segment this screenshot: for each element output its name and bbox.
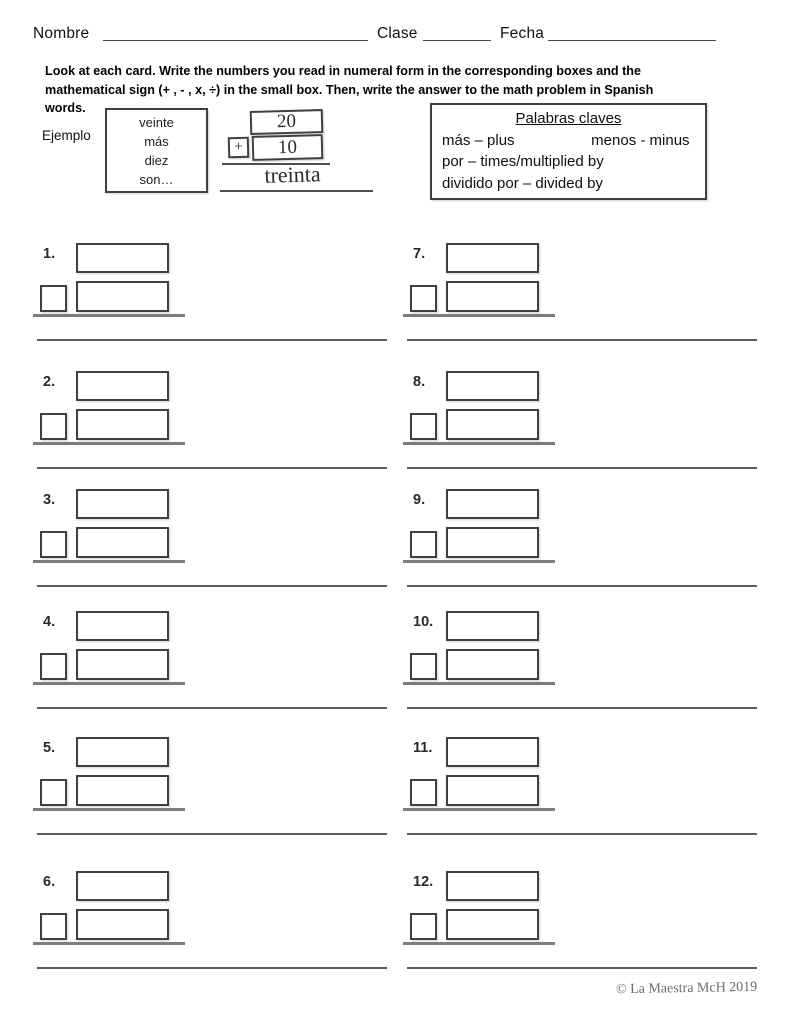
second-number-box[interactable] [76, 409, 169, 440]
answer-line[interactable] [407, 967, 757, 969]
problem-block [403, 489, 773, 589]
first-number-box[interactable] [446, 611, 539, 641]
boxes-underline [33, 560, 185, 563]
card-word-4: son… [139, 171, 174, 187]
problem-number: 1. [43, 246, 56, 262]
example-answer-word: treinta [264, 161, 321, 188]
first-number-box[interactable] [76, 871, 169, 901]
card-word-2: más [144, 133, 169, 149]
answer-line[interactable] [37, 707, 387, 709]
problem-number: 9. [413, 492, 426, 508]
sign-box[interactable] [40, 779, 67, 806]
problem-number: 10. [413, 614, 434, 630]
problem-block [403, 611, 773, 711]
problem-block [403, 871, 773, 971]
sign-box[interactable] [410, 779, 437, 806]
fecha-blank-line[interactable] [548, 24, 716, 41]
boxes-underline [33, 314, 185, 317]
first-number-box[interactable] [76, 371, 169, 401]
key-words-box [430, 103, 707, 200]
first-number-box[interactable] [76, 489, 169, 519]
clase-label: Clase [377, 25, 418, 42]
example-answer-line [220, 190, 373, 192]
answer-line[interactable] [407, 707, 757, 709]
sign-box[interactable] [410, 913, 437, 940]
sign-box[interactable] [410, 531, 437, 558]
problem-number: 5. [43, 740, 56, 756]
boxes-underline [403, 314, 555, 317]
answer-line[interactable] [37, 833, 387, 835]
problem-block [403, 737, 773, 837]
key-box-row-1 [442, 130, 695, 152]
card-word-3: diez [144, 152, 169, 168]
example-sign-box: + [228, 137, 250, 159]
first-number-box[interactable] [446, 737, 539, 767]
second-number-box[interactable] [76, 775, 169, 806]
second-number-box[interactable] [76, 281, 169, 312]
second-number-box[interactable] [446, 649, 539, 680]
sign-box[interactable] [410, 285, 437, 312]
second-number-box[interactable] [76, 527, 169, 558]
example-word-card [105, 108, 208, 193]
problem-number: 8. [413, 374, 426, 390]
problem-block [33, 371, 403, 471]
sign-box[interactable] [40, 531, 67, 558]
key-mas-plus: más – plus [442, 131, 515, 149]
sign-box[interactable] [40, 285, 67, 312]
first-number-box[interactable] [446, 371, 539, 401]
problem-block [33, 489, 403, 589]
problem-number: 2. [43, 374, 56, 390]
instructions-line-3: words. [45, 101, 86, 115]
problem-block [33, 871, 403, 971]
answer-line[interactable] [407, 585, 757, 587]
problem-block [33, 243, 403, 343]
second-number-box[interactable] [446, 775, 539, 806]
second-number-box[interactable] [446, 409, 539, 440]
key-dividido-por: dividido por – divided by [442, 174, 603, 192]
boxes-underline [403, 682, 555, 685]
boxes-underline [33, 808, 185, 811]
example-first-number-box: 20 [250, 109, 324, 135]
boxes-underline [403, 808, 555, 811]
boxes-underline [33, 682, 185, 685]
clase-blank-line[interactable] [423, 24, 491, 41]
problem-block [403, 371, 773, 471]
sign-box[interactable] [410, 413, 437, 440]
nombre-label: Nombre [33, 25, 90, 42]
key-menos-minus: menos - minus [591, 131, 690, 149]
instructions-line-2: mathematical sign (+ , - , x, ÷) in the small box. Then, write the answer to the math problem in Spanish [45, 82, 654, 97]
boxes-underline [33, 942, 185, 945]
key-por-times: por – times/multiplied by [442, 153, 604, 170]
sign-box[interactable] [410, 653, 437, 680]
problem-number: 12. [413, 874, 434, 890]
answer-line[interactable] [37, 467, 387, 469]
problem-number: 6. [43, 874, 56, 890]
first-number-box[interactable] [446, 871, 539, 901]
instructions-line-1: Look at each card. Write the numbers you read in numeral form in the corresponding boxes and the [45, 64, 641, 78]
answer-line[interactable] [37, 339, 387, 341]
answer-line[interactable] [37, 585, 387, 587]
second-number-box[interactable] [76, 909, 169, 940]
boxes-underline [33, 442, 185, 445]
problem-number: 7. [413, 246, 426, 262]
answer-line[interactable] [407, 467, 757, 469]
second-number-box[interactable] [446, 909, 539, 940]
first-number-box[interactable] [76, 243, 169, 273]
example-second-number-box: 10 [252, 134, 324, 161]
problem-block [33, 737, 403, 837]
key-box-title: Palabras claves [515, 110, 622, 127]
answer-line[interactable] [407, 339, 757, 341]
fecha-label: Fecha [500, 25, 545, 42]
second-number-box[interactable] [446, 527, 539, 558]
boxes-underline [403, 442, 555, 445]
first-number-box[interactable] [76, 611, 169, 641]
problem-block [33, 611, 403, 711]
problem-number: 4. [43, 614, 56, 630]
first-number-box[interactable] [76, 737, 169, 767]
sign-box[interactable] [40, 653, 67, 680]
sign-box[interactable] [40, 413, 67, 440]
copyright-credit: © La Maestra McH 2019 [615, 979, 758, 998]
first-number-box[interactable] [446, 243, 539, 273]
first-number-box[interactable] [446, 489, 539, 519]
nombre-blank-line[interactable] [103, 24, 368, 41]
card-word-1: veinte [139, 114, 174, 130]
answer-line[interactable] [37, 967, 387, 969]
answer-line[interactable] [407, 833, 757, 835]
sign-box[interactable] [40, 913, 67, 940]
problem-number: 3. [43, 492, 56, 508]
second-number-box[interactable] [76, 649, 169, 680]
problem-block [403, 243, 773, 343]
ejemplo-label: Ejemplo [42, 128, 91, 143]
boxes-underline [403, 942, 555, 945]
boxes-underline [403, 560, 555, 563]
second-number-box[interactable] [446, 281, 539, 312]
problem-number: 11. [413, 740, 433, 756]
